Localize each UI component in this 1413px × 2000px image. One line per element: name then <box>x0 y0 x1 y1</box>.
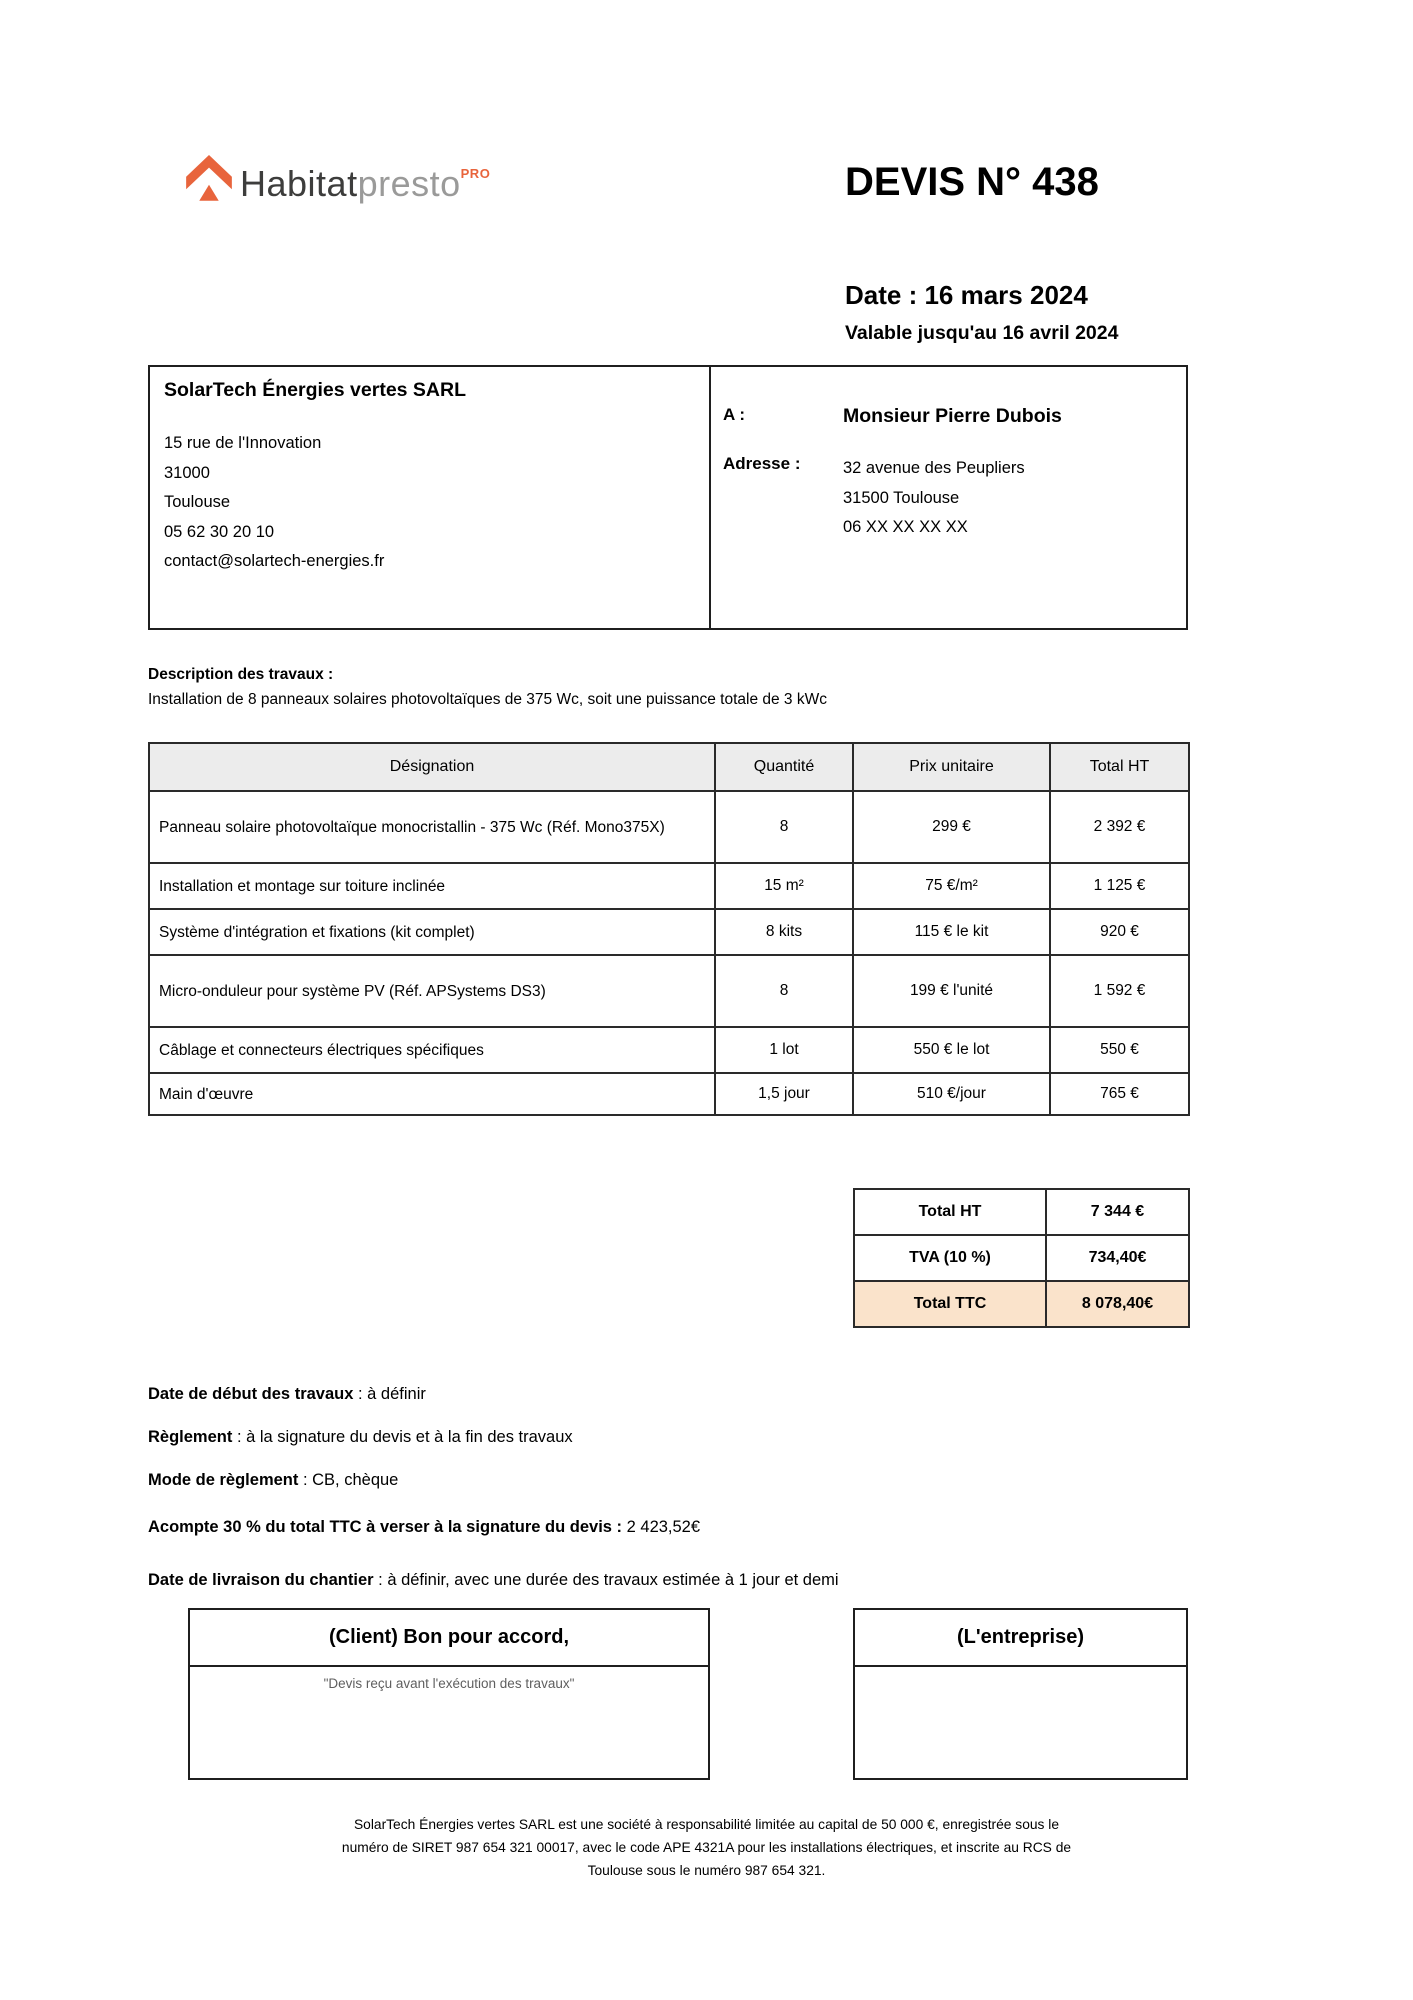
term-value: 2 423,52€ <box>622 1518 701 1536</box>
header-unit-price: Prix unitaire <box>853 743 1050 791</box>
term-value: : CB, chèque <box>298 1471 399 1489</box>
term-value: : à la signature du devis et à la fin des travaux <box>232 1428 573 1446</box>
devis-validity: Valable jusqu'au 16 avril 2024 <box>845 322 1119 344</box>
row-total: 2 392 € <box>1050 791 1189 863</box>
row-unit-price: 299 € <box>853 791 1050 863</box>
term-start-date <box>148 1385 426 1404</box>
legal-footer-line3: Toulouse sous le numéro 987 654 321. <box>587 1863 826 1878</box>
company-signature-title: (L'entreprise) <box>855 1610 1186 1667</box>
header-designation: Désignation <box>149 743 715 791</box>
client-signature-box <box>188 1608 710 1780</box>
legal-footer <box>0 1813 1413 1882</box>
row-unit-price: 550 € le lot <box>853 1027 1050 1073</box>
tva-value: 734,40€ <box>1046 1235 1189 1281</box>
company-city: Toulouse <box>164 493 231 511</box>
logo-pro-badge: PRO <box>460 166 491 181</box>
row-designation: Système d'intégration et fixations (kit complet) <box>149 909 715 955</box>
table-row <box>149 1073 1189 1115</box>
row-unit-price: 510 €/jour <box>853 1073 1050 1115</box>
row-designation: Micro-onduleur pour système PV (Réf. APSystems DS3) <box>149 955 715 1027</box>
company-phone: 05 62 30 20 10 <box>164 522 275 541</box>
logo-text-presto: presto <box>357 163 461 204</box>
row-qty: 8 kits <box>715 909 853 955</box>
works-description-label: Description des travaux : <box>148 666 334 683</box>
row-total: 1 592 € <box>1050 955 1189 1027</box>
header-total-ht: Total HT <box>1050 743 1189 791</box>
term-label: Règlement <box>148 1428 233 1446</box>
row-qty: 15 m² <box>715 863 853 909</box>
items-table-header-row <box>149 743 1189 791</box>
term-label: Mode de règlement <box>148 1471 299 1489</box>
tva-label: TVA (10 %) <box>854 1235 1046 1281</box>
row-designation: Main d'œuvre <box>149 1073 715 1115</box>
row-unit-price: 115 € le kit <box>853 909 1050 955</box>
company-email: contact@solartech-energies.fr <box>164 552 385 570</box>
tva-row <box>854 1235 1189 1281</box>
row-qty: 8 <box>715 955 853 1027</box>
items-table <box>148 742 1190 1116</box>
logo-wordmark <box>240 150 490 208</box>
client-address-label: Adresse : <box>723 454 801 473</box>
logo-text-habitat: Habitat <box>240 163 358 204</box>
total-ht-label: Total HT <box>854 1189 1046 1235</box>
total-ttc-row <box>854 1281 1189 1327</box>
term-payment <box>148 1428 573 1447</box>
header-quantity: Quantité <box>715 743 853 791</box>
total-ttc-value: 8 078,40€ <box>1046 1281 1189 1327</box>
client-address-block <box>843 454 1025 543</box>
row-qty: 1,5 jour <box>715 1073 853 1115</box>
client-name-row <box>723 405 1186 428</box>
row-unit-price: 199 € l'unité <box>853 955 1050 1027</box>
company-signature-box <box>853 1608 1188 1780</box>
client-phone: 06 XX XX XX XX <box>843 518 968 536</box>
table-row <box>149 863 1189 909</box>
row-total: 550 € <box>1050 1027 1189 1073</box>
term-deposit <box>148 1518 700 1537</box>
row-total: 765 € <box>1050 1073 1189 1115</box>
total-ht-row <box>854 1189 1189 1235</box>
term-label: Date de début des travaux <box>148 1385 354 1403</box>
row-total: 1 125 € <box>1050 863 1189 909</box>
devis-date: Date : 16 mars 2024 <box>845 280 1088 310</box>
total-ht-value: 7 344 € <box>1046 1189 1189 1235</box>
devis-number-title: DEVIS N° 438 <box>845 160 1099 204</box>
client-address-line1: 32 avenue des Peupliers <box>843 459 1025 477</box>
total-ttc-label: Total TTC <box>854 1281 1046 1327</box>
row-unit-price: 75 €/m² <box>853 863 1050 909</box>
client-address-line2: 31500 Toulouse <box>843 488 960 507</box>
term-label: Acompte 30 % du total TTC à verser à la signature du devis : <box>148 1518 623 1536</box>
works-description-text: Installation de 8 panneaux solaires photovoltaïques de 375 Wc, soit une puissance totale de 3 kWc <box>148 691 827 708</box>
totals-table <box>853 1188 1190 1328</box>
term-value: : à définir <box>353 1385 426 1403</box>
house-arrow-icon <box>186 155 232 203</box>
legal-footer-line2: numéro de SIRET 987 654 321 00017, avec le code APE 4321A pour les installations électriques, et inscrite au RCS de <box>341 1840 1072 1855</box>
legal-footer-line1: SolarTech Énergies vertes SARL est une société à responsabilité limitée au capital de 50 000 €, enregistrée sous le <box>353 1817 1060 1832</box>
table-row <box>149 909 1189 955</box>
company-address-block <box>164 429 695 577</box>
term-value: : à définir, avec une durée des travaux estimée à 1 jour et demi <box>373 1571 839 1589</box>
term-delivery-date <box>148 1571 839 1590</box>
client-signature-note: "Devis reçu avant l'exécution des travaux" <box>323 1676 575 1691</box>
client-info-pane <box>711 367 1186 628</box>
company-address-line: 15 rue de l'Innovation <box>164 434 322 452</box>
row-designation: Câblage et connecteurs électriques spécifiques <box>149 1027 715 1073</box>
client-signature-title: (Client) Bon pour accord, <box>190 1610 708 1667</box>
company-info-pane <box>150 367 711 628</box>
habitatpresto-logo <box>186 150 490 208</box>
table-row <box>149 1027 1189 1073</box>
table-row <box>149 791 1189 863</box>
term-label: Date de livraison du chantier <box>148 1571 374 1589</box>
row-qty: 1 lot <box>715 1027 853 1073</box>
row-designation: Panneau solaire photovoltaïque monocristallin - 375 Wc (Réf. Mono375X) <box>149 791 715 863</box>
table-row <box>149 955 1189 1027</box>
parties-box <box>148 365 1188 630</box>
client-address-row <box>723 454 1186 543</box>
row-designation: Installation et montage sur toiture inclinée <box>149 863 715 909</box>
client-name: Monsieur Pierre Dubois <box>843 405 1062 427</box>
company-postal-code: 31000 <box>164 463 210 482</box>
row-qty: 8 <box>715 791 853 863</box>
company-name: SolarTech Énergies vertes SARL <box>164 379 467 401</box>
row-total: 920 € <box>1050 909 1189 955</box>
term-payment-method <box>148 1471 398 1490</box>
client-to-label: A : <box>723 405 746 424</box>
